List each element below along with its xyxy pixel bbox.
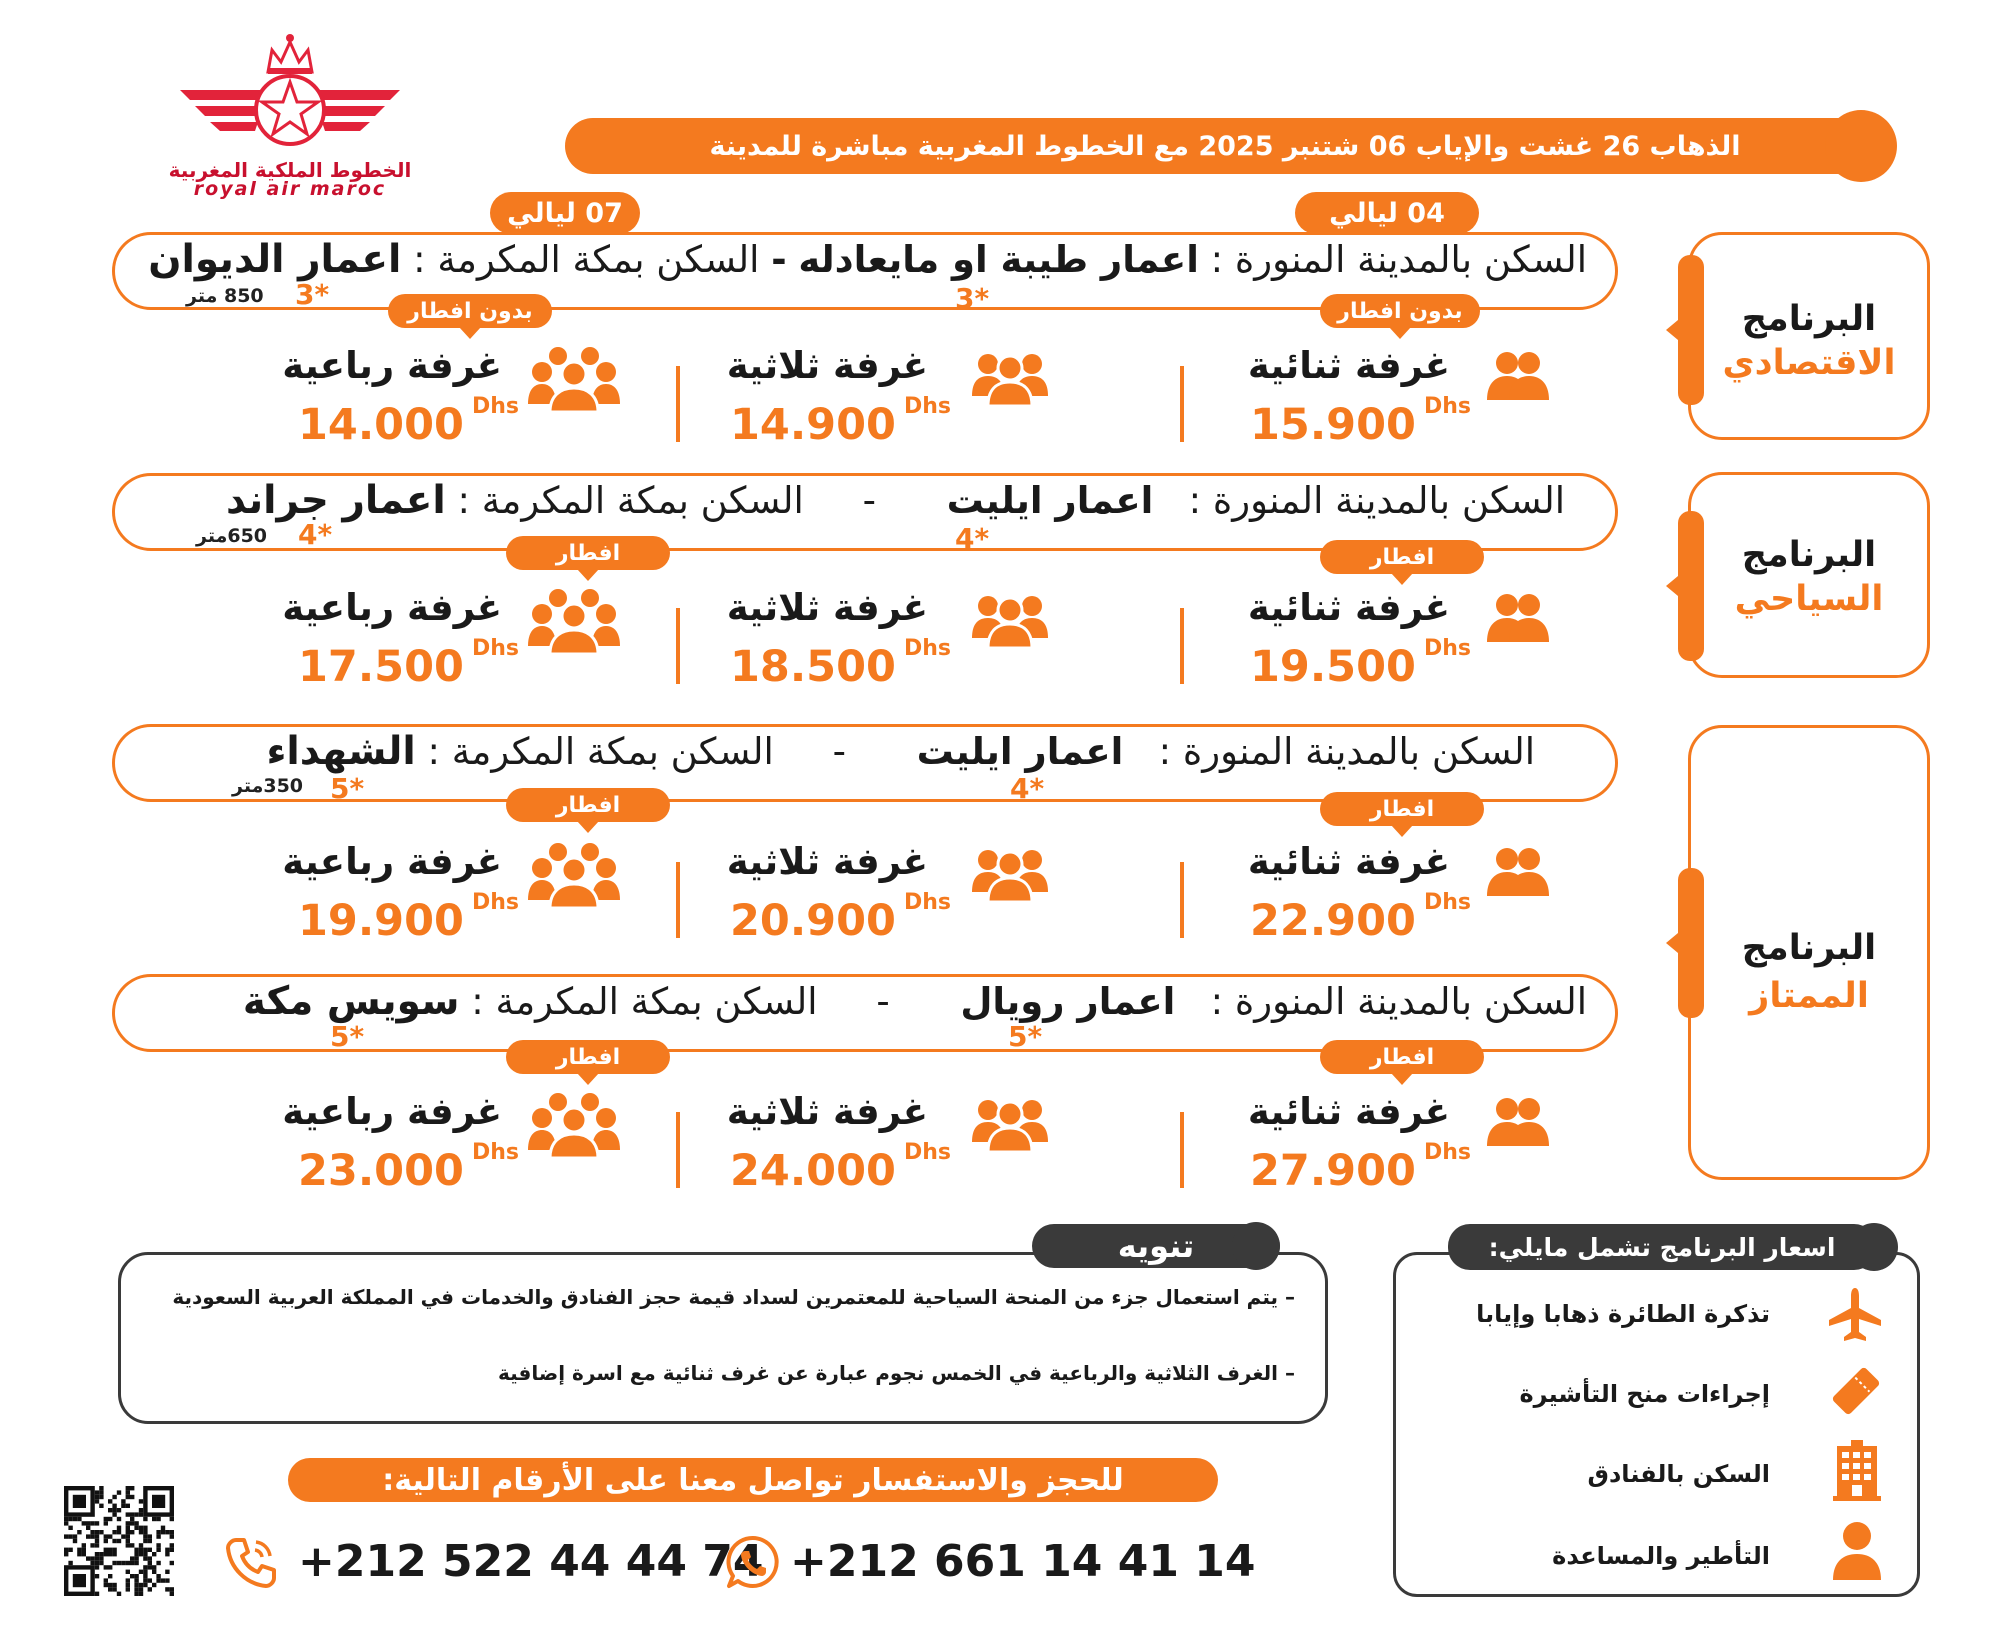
- price-value: 22.900: [1250, 896, 1416, 946]
- notice-title: تنويه: [1032, 1224, 1280, 1268]
- room-people-three-icon: [970, 846, 1050, 906]
- room-price: [730, 636, 951, 692]
- column-separator: [676, 862, 680, 938]
- room-people-three-icon: [970, 1096, 1050, 1156]
- room-price: [298, 394, 519, 450]
- column-separator: [1180, 366, 1184, 442]
- price-value: 27.900: [1250, 1146, 1416, 1196]
- price-value: 14.900: [730, 400, 896, 450]
- contact-banner: للحجز والاستفسار تواصل معنا على الأرقام التالية:: [288, 1458, 1218, 1502]
- price-value: 20.900: [730, 896, 896, 946]
- breakfast-tag: افطار: [506, 536, 670, 570]
- notice-line: – يتم استعمال جزء من المنحة السياحية للمعتمرين لسداد قيمة حجز الفنادق والخدمات في المملكة العربية السعودية: [172, 1285, 1295, 1309]
- ticket-icon: [1827, 1362, 1885, 1420]
- currency-label: Dhs: [903, 636, 951, 661]
- room-type-label: غرفة ثنائية: [1247, 344, 1450, 387]
- logo-latin-text: royal air maroc: [193, 178, 387, 200]
- medina-stars: 4*: [955, 522, 990, 555]
- currency-label: Dhs: [903, 1140, 951, 1165]
- currency-label: Dhs: [471, 1140, 519, 1165]
- room-type-label: غرفة رباعية: [282, 1090, 502, 1133]
- trip-dates-banner: [565, 118, 1885, 174]
- includes-list: تذكرة الطائرة ذهابا وإيابا إجراءات منح التأشيرة السكن بالفنادق التأطير والمساعدة: [1393, 1252, 1920, 1597]
- room-people-two-icon: [1485, 1096, 1551, 1152]
- mecca-stars: 3*: [295, 278, 330, 311]
- room-type-label: غرفة ثلاثية: [726, 840, 928, 883]
- qr-code[interactable]: [64, 1486, 174, 1596]
- column-separator: [1180, 608, 1184, 684]
- program-economy-box: [1688, 232, 1930, 440]
- phone-call-icon[interactable]: [222, 1534, 278, 1590]
- price-value: 15.900: [1250, 400, 1416, 450]
- price-value: 23.000: [298, 1146, 464, 1196]
- currency-label: Dhs: [1423, 890, 1471, 915]
- breakfast-tag: افطار: [506, 788, 670, 822]
- airplane-icon: [1825, 1284, 1885, 1344]
- mecca-nights-badge: 07 ليالي: [490, 192, 640, 234]
- royal-air-maroc-logo: [160, 28, 420, 198]
- room-price: [298, 890, 519, 946]
- notice-line: – الغرف الثلاثية والرباعية في الخمس نجوم عبارة عن غرف ثنائية مع اسرة إضافية: [497, 1361, 1295, 1385]
- room-people-four-icon: [528, 842, 620, 912]
- whatsapp-icon[interactable]: [724, 1534, 782, 1592]
- mecca-stars: 5*: [330, 772, 365, 805]
- notice-title-circle: [1232, 1222, 1280, 1270]
- room-people-two-icon: [1485, 350, 1551, 406]
- room-price: [298, 1140, 519, 1196]
- program-economy-name: الاقتصادي: [1722, 343, 1896, 383]
- notice-box: [118, 1252, 1328, 1424]
- currency-label: Dhs: [471, 636, 519, 661]
- room-price: [1250, 636, 1471, 692]
- breakfast-tag: افطار: [1320, 792, 1484, 826]
- currency-label: Dhs: [1423, 1140, 1471, 1165]
- includes-title: اسعار البرنامج تشمل مايلي:: [1448, 1224, 1876, 1270]
- price-value: 18.500: [730, 642, 896, 692]
- breakfast-tag: افطار: [1320, 1040, 1484, 1074]
- room-people-three-icon: [970, 592, 1050, 652]
- price-value: 17.500: [298, 642, 464, 692]
- room-price: [730, 890, 951, 946]
- phone-whatsapp-number[interactable]: +212 661 14 41 14: [790, 1536, 1256, 1587]
- medina-stars: 3*: [955, 282, 990, 315]
- room-price: [298, 636, 519, 692]
- hotel-line: السكن بالمدينة المنورة : اعمار ايليت - السكن بمكة المكرمة : اعمار جراند: [225, 478, 1565, 523]
- room-people-four-icon: [528, 1092, 620, 1162]
- currency-label: Dhs: [903, 890, 951, 915]
- column-separator: [1180, 1112, 1184, 1188]
- price-value: 19.500: [1250, 642, 1416, 692]
- column-separator: [676, 366, 680, 442]
- person-icon: [1829, 1520, 1885, 1582]
- room-type-label: غرفة ثنائية: [1247, 840, 1450, 883]
- breakfast-tag: افطار: [506, 1040, 670, 1074]
- program-premium-box: [1688, 725, 1930, 1180]
- medina-stars: 4*: [1010, 772, 1045, 805]
- room-type-label: غرفة ثلاثية: [726, 1090, 928, 1133]
- room-people-four-icon: [528, 346, 620, 416]
- mecca-stars: 4*: [298, 518, 333, 551]
- medina-nights-badge: 04 ليالي: [1295, 192, 1479, 234]
- room-type-label: غرفة رباعية: [282, 344, 502, 387]
- logo-arabic-text: الخطوط الملكية المغربية: [168, 158, 412, 182]
- program-premium-label: البرنامج: [1741, 928, 1877, 968]
- trip-dates-text: الذهاب 26 غشت والإياب 06 شتنبر 2025 مع الخطوط المغربية مباشرة للمدينة: [709, 130, 1741, 162]
- banner-circle-decoration: [1825, 110, 1897, 182]
- program-tourist-name: السياحي: [1734, 579, 1884, 619]
- room-type-label: غرفة رباعية: [282, 840, 502, 883]
- hotel-line: السكن بالمدينة المنورة : اعمار رويال - السكن بمكة المكرمة : سويس مكة: [242, 979, 1587, 1024]
- hotel-icon: [1829, 1440, 1885, 1502]
- mecca-stars: 5*: [330, 1020, 365, 1053]
- column-separator: [1180, 862, 1184, 938]
- room-type-label: غرفة ثلاثية: [726, 586, 928, 629]
- room-people-four-icon: [528, 588, 620, 658]
- currency-label: Dhs: [471, 394, 519, 419]
- program-premium-name: الممتاز: [1749, 976, 1869, 1016]
- room-people-two-icon: [1485, 846, 1551, 902]
- distance-label: 650متر: [196, 525, 268, 547]
- room-price: [1250, 1140, 1471, 1196]
- room-type-label: غرفة ثلاثية: [726, 344, 928, 387]
- program-economy-label: البرنامج: [1741, 299, 1877, 339]
- room-type-label: غرفة ثنائية: [1247, 1090, 1450, 1133]
- room-people-two-icon: [1485, 592, 1551, 648]
- currency-label: Dhs: [903, 394, 951, 419]
- room-people-three-icon: [970, 350, 1050, 410]
- room-price: [730, 1140, 951, 1196]
- room-type-label: غرفة ثنائية: [1247, 586, 1450, 629]
- breakfast-tag: افطار: [1320, 540, 1484, 574]
- room-type-label: غرفة رباعية: [282, 586, 502, 629]
- medina-stars: 5*: [1008, 1020, 1043, 1053]
- breakfast-tag: بدون افطار: [1320, 294, 1480, 328]
- price-value: 14.000: [298, 400, 464, 450]
- column-separator: [676, 1112, 680, 1188]
- room-price: [1250, 890, 1471, 946]
- hotel-line: السكن بالمدينة المنورة : اعمار طيبة او مايعادله - السكن بمكة المكرمة : اعمار الديوان: [148, 237, 1587, 282]
- currency-label: Dhs: [471, 890, 519, 915]
- breakfast-tag: بدون افطار: [388, 294, 552, 328]
- phone-call-number[interactable]: +212 522 44 44 74: [298, 1536, 764, 1587]
- currency-label: Dhs: [1423, 636, 1471, 661]
- currency-label: Dhs: [1423, 394, 1471, 419]
- column-separator: [676, 608, 680, 684]
- program-tourist-label: البرنامج: [1741, 535, 1877, 575]
- room-price: [1250, 394, 1471, 450]
- distance-label: 350متر: [232, 775, 304, 797]
- price-value: 19.900: [298, 896, 464, 946]
- program-tourist-box: [1688, 472, 1930, 678]
- logo-emblem-icon: [160, 28, 420, 158]
- hotel-line: السكن بالمدينة المنورة : اعمار ايليت - السكن بمكة المكرمة : الشهداء: [266, 729, 1535, 774]
- price-value: 24.000: [730, 1146, 896, 1196]
- room-price: [730, 394, 951, 450]
- distance-label: 850 متر: [186, 285, 264, 307]
